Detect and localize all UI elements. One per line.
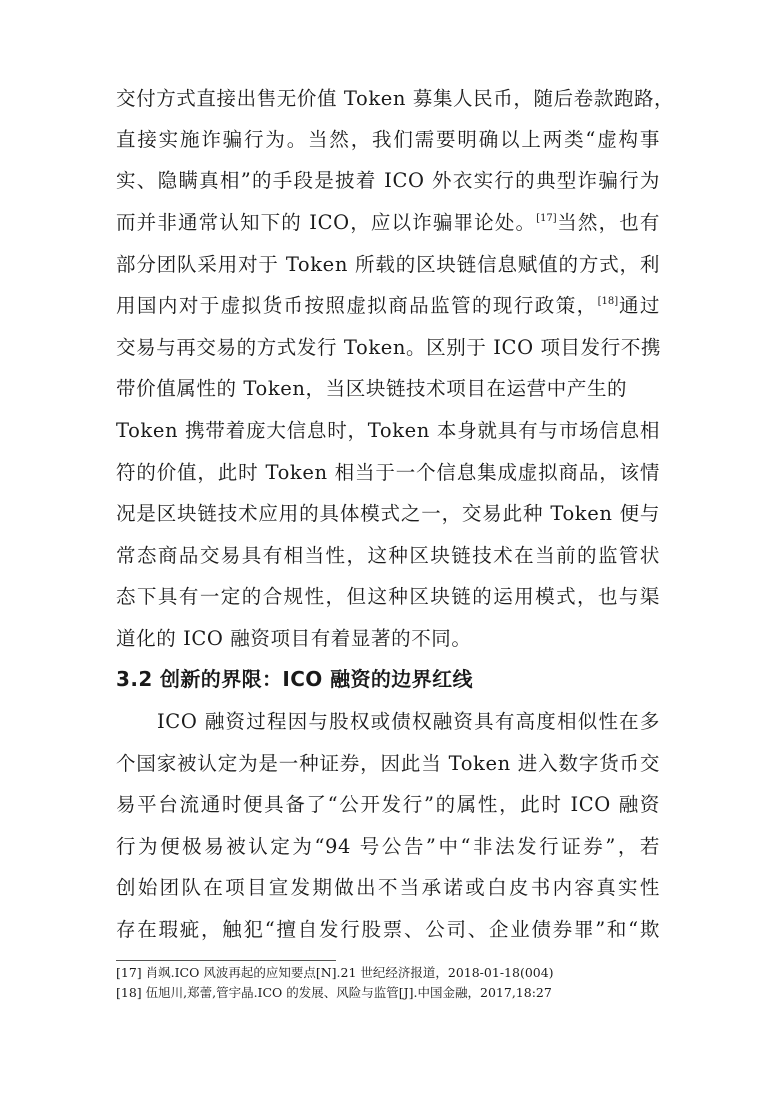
paragraph-line: ICO 融资过程因与股权或债权融资具有高度相似性在多 <box>157 710 660 733</box>
footnote-17: [17] 肖飒.ICO 风波再起的应知要点[N].21 世纪经济报道，2018-01-18(004) <box>116 965 554 980</box>
paragraph-line: 常态商品交易具有相当性，这种区块链技术在当前的监管状 <box>116 544 660 567</box>
paragraph-line: 态下具有一定的合规性，但这种区块链的运用模式，也与渠 <box>116 585 660 608</box>
footnote-divider <box>116 960 336 961</box>
paragraph-line: 创始团队在项目宣发期做出不当承诺或白皮书内容真实性 <box>116 876 660 899</box>
paragraph-line: 况是区块链技术应用的具体模式之一，交易此种 Token 便与 <box>116 502 660 525</box>
section-heading: 3.2 创新的界限：ICO 融资的边界红线 <box>116 667 473 691</box>
paragraph-line: 交付方式直接出售无价值 Token 募集人民币，随后卷款跑路， <box>116 87 675 110</box>
paragraph-line: 个国家被认定为是一种证券，因此当 Token 进入数字货币交 <box>116 752 660 775</box>
paragraph-line: Token 携带着庞大信息时，Token 本身就具有与市场信息相 <box>116 419 660 442</box>
paragraph-line: 交易与再交易的方式发行 Token。区别于 ICO 项目发行不携 <box>116 336 662 359</box>
paragraph-line: 带价值属性的 Token，当区块链技术项目在运营中产生的 <box>116 377 628 400</box>
footnote-18: [18] 伍旭川,郑蕾,管宇晶.ICO 的发展、风险与监管[J].中国金融，2017,18:27 <box>116 985 552 1000</box>
citation-ref-17: [17] <box>536 213 557 224</box>
paragraph-line: 行为便极易被认定为“94 号公告”中“非法发行证券”，若 <box>116 835 660 858</box>
paragraph-line: 易平台流通时便具备了“公开发行”的属性，此时 ICO 融资 <box>116 793 660 816</box>
paragraph-line: 符的价值，此时 Token 相当于一个信息集成虚拟商品，该情 <box>116 461 660 484</box>
paragraph-line: 道化的 ICO 融资项目有着显著的不同。 <box>116 627 472 650</box>
line-text: 用国内对于虚拟货币按照虚拟商品监管的现行政策， <box>116 294 598 317</box>
paragraph-line: 部分团队采用对于 Token 所载的区块链信息赋值的方式，利 <box>116 253 660 276</box>
paragraph-line-with-citation <box>116 210 660 236</box>
line-text: 通过 <box>618 294 660 317</box>
paragraph-line: 存在瑕疵，触犯“擅自发行股票、公司、企业债券罪”和“欺 <box>116 918 660 941</box>
line-text: 当然，也有 <box>556 211 660 234</box>
paragraph-line-with-citation <box>116 293 660 319</box>
line-text: 而并非通常认知下的 ICO，应以诈骗罪论处。 <box>116 211 537 234</box>
paragraph-line: 直接实施诈骗行为。当然，我们需要明确以上两类“虚构事 <box>116 128 660 151</box>
citation-ref-18: [18] <box>597 296 619 307</box>
paragraph-line: 实、隐瞒真相”的手段是披着 ICO 外衣实行的典型诈骗行为 <box>116 169 660 192</box>
